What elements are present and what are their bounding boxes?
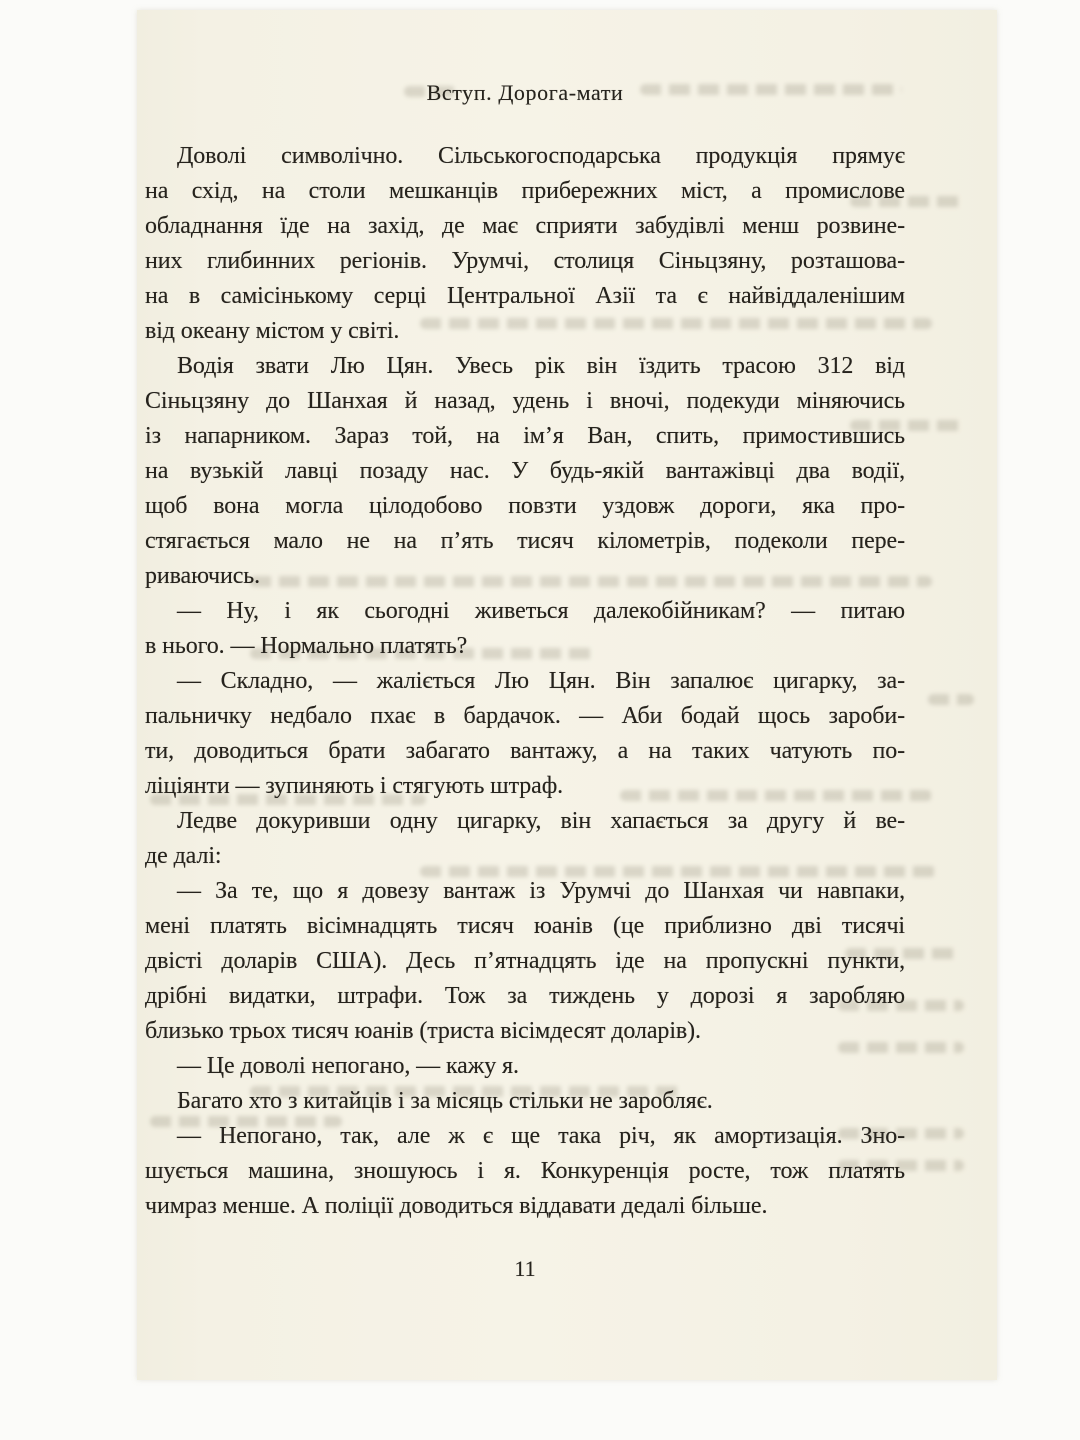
text-line: мені платять вісімнадцять тисяч юанів (це приблизно дві тисячі [145,913,905,939]
text-line: обладнання їде на захід, де має сприяти забудівлі менш розвине- [145,213,905,239]
text-line: чимраз менше. А поліції доводиться віддавати дедалі більше. [145,1193,768,1219]
text-line: в нього. — Нормально платять? [145,633,468,659]
text-line: Ледве докуривши одну цигарку, він хапається за другу й ве- [177,808,905,834]
text-line: Сіньцзяну до Шанхая й назад, удень і вночі, подекуди міняючись [145,388,905,414]
text-line: риваючись. [145,563,261,589]
text-line: на вузькій лавці позаду нас. У будь-якій вантажівці два водії, [145,458,905,484]
text-line: пальничку недбало пхає в бардачок. — Аби бодай щось зароби- [145,703,905,729]
text-line: — Складно, — жаліється Лю Цян. Він запалює цигарку, за- [177,668,905,694]
text-line: двісті доларів США). Десь п’ятнадцять іде на пропускні пункти, [145,948,905,974]
text-line: Водія звати Лю Цян. Увесь рік він їздить трасою 312 від [177,353,905,379]
text-line: стягається мало не на п’ять тисяч кілометрів, подеколи пере- [145,528,905,554]
text-line: Багато хто з китайців і за місяць стільки не заробляє. [177,1088,713,1114]
text-line: близько трьох тисяч юанів (триста вісімдесят доларів). [145,1018,701,1044]
running-header: Вступ. Дорога-мати [426,80,624,105]
text-line: Доволі символічно. Сільськогосподарська продукція прямує [177,143,905,169]
text-line: дрібні видатки, штрафи. Тож за тиждень у дорозі я заробляю [145,983,905,1009]
text-line: із напарником. Зараз той, на ім’я Ван, спить, примостившись [145,423,905,449]
bleedthrough-mark [928,694,974,705]
body-text [145,139,905,1224]
text-line: на схід, на столи мешканців прибережних міст, а промислове [145,178,905,204]
text-line: на в самісінькому серці Центральної Азії та є найвіддаленішим [145,283,905,309]
text-line: — Це доволі непогано, — кажу я. [177,1053,519,1079]
text-line: шується машина, зношуюсь і я. Конкуренція росте, тож платять [145,1158,905,1184]
text-line: — За те, що я довезу вантаж із Урумчі до Шанхая чи навпаки, [177,878,905,904]
text-line: — Ну, і як сьогодні живеться далекобійникам? — питаю [177,598,905,624]
text-line: — Непогано, так, але ж є ще така річ, як амортизація. Зно- [177,1123,905,1149]
text-line: них глибинних регіонів. Урумчі, столиця Сіньцзяну, розташова- [145,248,905,274]
text-line: де далі: [145,843,222,869]
text-line: ти, доводиться брати забагато вантажу, а на таких чатують по- [145,738,905,764]
text-line: ліціянти — зупиняють і стягують штраф. [145,773,564,799]
text-line: щоб вона могла цілодобово повзти уздовж дороги, яка про- [145,493,905,519]
page-number: 11 [514,1256,536,1281]
text-line: від океану містом у світі. [145,318,400,344]
